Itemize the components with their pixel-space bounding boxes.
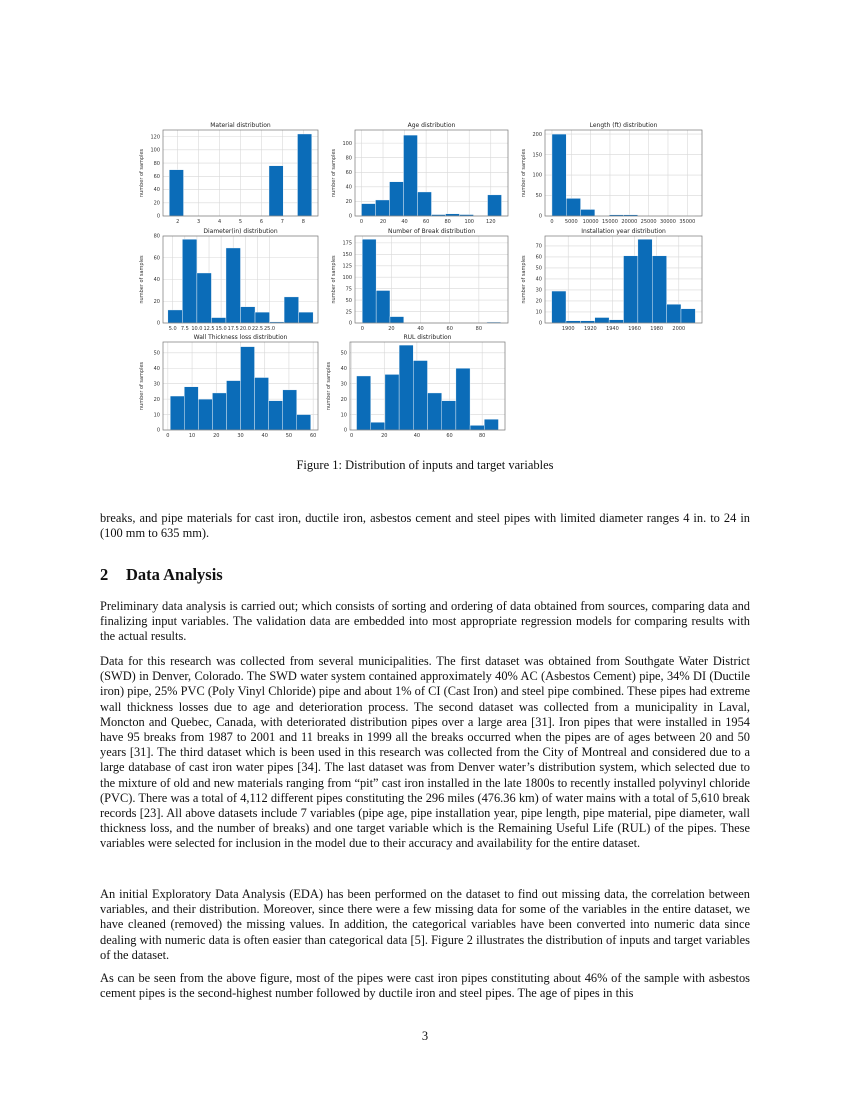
- chart-title: Material distribution: [210, 122, 271, 129]
- chart-title: Length (ft) distribution: [589, 122, 658, 129]
- y-tick-label: 60: [153, 174, 160, 181]
- histogram-bar: [375, 200, 389, 216]
- section-number: 2: [100, 565, 109, 584]
- y-axis-label: number of samples: [139, 361, 145, 411]
- y-axis-label: number of samples: [331, 255, 337, 304]
- section-title: Data Analysis: [126, 565, 223, 584]
- y-tick-label: 20: [153, 298, 160, 305]
- x-tick-label: 20: [388, 326, 395, 332]
- histogram-bar: [371, 422, 385, 430]
- x-tick-label: 60: [446, 433, 453, 439]
- x-tick-label: 6: [259, 219, 264, 225]
- y-tick-label: 40: [535, 276, 542, 283]
- figure-caption: Figure 1: Distribution of inputs and target variables: [296, 458, 554, 472]
- y-tick-label: 100: [342, 140, 352, 147]
- x-tick-label: 25000: [640, 219, 657, 225]
- x-tick-label: 4: [217, 219, 222, 225]
- histogram-bar: [417, 192, 431, 216]
- section-heading: [100, 565, 223, 585]
- x-tick-label: 40: [417, 326, 424, 332]
- histogram-bar: [442, 401, 456, 430]
- histogram-bar: [241, 307, 256, 323]
- chart-title: Wall Thickness loss distribution: [193, 334, 288, 341]
- x-tick-label: 0: [359, 219, 364, 225]
- histogram-bar: [403, 135, 417, 216]
- histogram-bar: [357, 376, 371, 430]
- histogram-bar: [170, 396, 184, 430]
- x-tick-label: 40: [413, 433, 421, 439]
- histogram-bar: [361, 204, 375, 216]
- y-tick-label: 20: [153, 396, 160, 403]
- x-tick-label: 100: [464, 219, 474, 225]
- y-axis-label: number of samples: [139, 148, 145, 198]
- x-tick-label: 1920: [583, 326, 597, 332]
- x-tick-label: 80: [478, 433, 486, 439]
- histogram-bar: [399, 345, 413, 430]
- y-tick-label: 100: [532, 172, 542, 179]
- x-tick-label: 5: [238, 219, 243, 225]
- x-tick-label: 0: [550, 219, 554, 225]
- chart-title: Installation year distribution: [581, 228, 666, 235]
- y-tick-label: 0: [348, 320, 352, 327]
- y-axis-label: number of samples: [139, 255, 145, 304]
- x-tick-label: 30: [237, 433, 244, 439]
- paragraph-eda: An initial Exploratory Data Analysis (EDA) has been performed on the dataset to find out missing data, the correlation between variables, and their distribution. Moreover, since there were a few missing data for some of the variables in the entire dataset, we have cleaned (removed) the missing values. In addition, the categorical variables have been converted into numeric data since dealing with numeric data is often easier than categorical data [5]. Figure 2 illustrates the distribution of inputs and target variables of the dataset.: [100, 887, 750, 962]
- histogram-bar: [197, 273, 212, 323]
- y-tick-label: 0: [538, 213, 542, 220]
- histogram-bar: [226, 381, 240, 430]
- y-tick-label: 0: [348, 213, 352, 220]
- x-tick-label: 1940: [606, 326, 619, 332]
- x-tick-label: 10: [188, 433, 196, 439]
- y-tick-label: 0: [156, 213, 160, 220]
- histogram-bar: [552, 134, 566, 216]
- y-axis-label: number of samples: [326, 361, 332, 411]
- figure-distributions: [0, 0, 850, 450]
- y-axis-label: number of samples: [521, 148, 527, 198]
- y-tick-label: 50: [340, 350, 347, 357]
- y-tick-label: 30: [340, 381, 347, 388]
- x-tick-label: 20: [213, 433, 220, 439]
- y-axis-label: number of samples: [521, 255, 527, 304]
- x-tick-label: 0: [350, 433, 354, 439]
- histogram-bar: [211, 318, 226, 323]
- page-number: 3: [421, 1029, 429, 1043]
- histogram-bar: [566, 198, 580, 216]
- x-tick-label: 15.0: [215, 326, 227, 332]
- x-tick-label: 60: [446, 326, 453, 332]
- x-tick-label: 10.0: [191, 326, 203, 332]
- x-tick-label: 0: [360, 326, 364, 332]
- histogram-bar: [667, 304, 681, 323]
- histogram-bar: [241, 347, 255, 430]
- histogram-bar: [299, 312, 314, 323]
- paragraph-preliminary: Preliminary data analysis is carried out; which consists of sorting and ordering of data obtained from sources, comparing data and finalizing input variables. The validation data are embedded into most appropriate regression models for comparing results with the actual results.: [100, 599, 750, 644]
- y-tick-label: 150: [532, 152, 542, 159]
- y-tick-label: 40: [153, 187, 160, 194]
- histogram-bar: [413, 361, 427, 430]
- y-tick-label: 10: [535, 309, 542, 316]
- x-tick-label: 80: [475, 326, 483, 332]
- y-tick-label: 0: [156, 320, 160, 327]
- histogram-bar: [169, 170, 183, 216]
- y-tick-label: 120: [150, 134, 160, 141]
- histogram-bar: [609, 320, 623, 323]
- y-tick-label: 75: [345, 286, 352, 293]
- x-tick-label: 12.5: [203, 326, 215, 332]
- x-tick-label: 5000: [564, 219, 578, 225]
- x-tick-label: 7.5: [180, 326, 189, 332]
- y-tick-label: 50: [153, 350, 160, 357]
- histogram-bar: [284, 297, 299, 323]
- x-tick-label: 50: [285, 433, 293, 439]
- y-tick-label: 0: [343, 427, 347, 434]
- x-tick-label: 10000: [582, 219, 599, 225]
- y-tick-label: 175: [342, 240, 352, 247]
- x-tick-label: 15000: [602, 219, 618, 225]
- paragraph-data-collection: Data for this research was collected from several municipalities. The first dataset was obtained from Southgate Water District (SWD) in Denver, Colorado. The SWD water system contained approximately 40% AC (Asbestos Cement) pipe, 34% DI (Ductile iron) pipe, 25% PVC (Poly Vinyl Chloride) pipe and about 1% of CI (Cast Iron) and steel pipe combined. These pipes had extreme wall thickness losses due to age and deterioration process. The second dataset was collected from a municipality in Laval, Moncton and Quebec, Canada, with deteriorated distribution pipes over a large area [31]. Iron pipes that were installed in 1954 have 95 breaks from 1987 to 2001 and 11 breaks in 1999 all the breaks occurred when the pipes are of ages between 20 and 50 years [31]. The third dataset which is been used in this research was collected from the City of Montreal and considered due to a large database of cast iron water pipes [34]. The last dataset was from Denver water’s distribution system, which selected due to the mixture of old and new materials ranging from “pit” cast iron installed in the late 1800s to recently installed polyvinyl chloride (PVC). There was a total of 4,112 different pipes constituting the 296 miles (476.36 km) of water mains with a total of 5,610 break records [23]. All above datasets include 7 variables (pipe age, pipe installation year, pipe length, pipe material, pipe diameter, wall thickness loss, and the number of breaks) and one target variable which is the Remaining Useful Life (RUL) of the pipes. These variables were selected for inclusion in the model due to their accuracy and availability for the entire dataset.: [100, 654, 750, 851]
- x-tick-label: 80: [444, 219, 451, 225]
- chart-title: RUL distribution: [403, 334, 452, 341]
- x-tick-label: 20.0: [239, 326, 251, 332]
- histogram-bar: [428, 393, 442, 430]
- histogram-bar: [168, 310, 183, 323]
- histogram-bar: [581, 209, 595, 216]
- y-tick-label: 80: [153, 233, 160, 240]
- y-tick-label: 80: [153, 160, 160, 167]
- histogram-bar: [484, 419, 498, 430]
- y-tick-label: 50: [345, 297, 352, 304]
- histogram-bar: [638, 239, 652, 323]
- y-tick-label: 100: [150, 147, 160, 154]
- x-tick-label: 7: [280, 219, 284, 225]
- histogram-bar: [269, 401, 283, 430]
- histogram-bar: [182, 239, 197, 323]
- x-tick-label: 1900: [561, 326, 575, 332]
- y-tick-label: 0: [538, 320, 542, 327]
- histogram-bar: [389, 182, 403, 216]
- histogram-bar: [362, 239, 376, 323]
- histogram-bar: [470, 425, 484, 430]
- y-tick-label: 40: [345, 184, 352, 191]
- y-tick-label: 30: [535, 287, 542, 294]
- y-tick-label: 20: [535, 298, 542, 305]
- histogram-bar: [681, 309, 695, 323]
- y-tick-label: 60: [535, 254, 542, 261]
- y-tick-label: 20: [340, 396, 347, 403]
- x-tick-label: 40: [401, 219, 408, 225]
- histogram-bar: [184, 387, 198, 430]
- y-tick-label: 10: [153, 412, 160, 419]
- histogram-bar: [226, 248, 241, 323]
- histogram-bar: [488, 195, 502, 216]
- x-tick-label: 2000: [672, 326, 686, 332]
- x-tick-label: 3: [197, 219, 201, 225]
- histogram-bar: [255, 378, 269, 430]
- y-tick-label: 40: [153, 277, 160, 284]
- y-tick-label: 25: [345, 309, 352, 316]
- y-tick-label: 20: [345, 199, 352, 206]
- y-tick-label: 125: [342, 263, 352, 270]
- histogram-bar: [297, 134, 311, 216]
- x-tick-label: 25.0: [263, 326, 276, 332]
- histogram-bar: [269, 166, 283, 216]
- y-axis-label: number of samples: [331, 148, 337, 198]
- histogram-bar: [212, 393, 226, 430]
- x-tick-label: 1960: [628, 326, 641, 332]
- paragraph-intro-continued: breaks, and pipe materials for cast iron, ductile iron, asbestos cement and steel pipes with limited diameter ranges 4 in. to 24 in (100 mm to 635 mm).: [100, 511, 750, 541]
- x-tick-label: 20: [379, 219, 387, 225]
- histogram-bar: [595, 317, 609, 323]
- y-tick-label: 80: [345, 155, 352, 162]
- x-tick-label: 22.5: [251, 326, 264, 332]
- histogram-bar: [385, 374, 399, 430]
- histogram-bar: [456, 368, 470, 430]
- histogram-bar: [390, 317, 404, 323]
- x-tick-label: 120: [485, 219, 496, 225]
- histogram-bar: [552, 291, 566, 323]
- y-tick-label: 200: [532, 131, 542, 138]
- y-tick-label: 150: [342, 252, 352, 259]
- x-tick-label: 8: [301, 219, 305, 225]
- y-tick-label: 60: [153, 255, 160, 262]
- histogram-bar: [255, 312, 270, 323]
- x-tick-label: 1980: [650, 326, 664, 332]
- y-tick-label: 0: [156, 427, 160, 434]
- y-tick-label: 30: [153, 381, 160, 388]
- x-tick-label: 20: [381, 433, 388, 439]
- chart-title: Diameter(in) distribution: [203, 228, 278, 235]
- x-tick-label: 20000: [621, 219, 638, 225]
- histogram-bar: [283, 390, 297, 430]
- x-tick-label: 2: [176, 219, 180, 225]
- histogram-bar: [376, 290, 390, 323]
- x-tick-label: 40: [261, 433, 268, 439]
- chart-title: Age distribution: [407, 122, 456, 129]
- histogram-bar: [198, 399, 212, 430]
- x-tick-label: 5.0: [168, 326, 177, 332]
- histogram-bar: [297, 415, 311, 430]
- histogram-bar: [624, 256, 638, 323]
- y-tick-label: 100: [342, 274, 352, 281]
- x-tick-label: 30000: [660, 219, 676, 225]
- paragraph-results: As can be seen from the above figure, most of the pipes were cast iron pipes constituting about 46% of the sample with asbestos cement pipes is the second-highest number followed by ductile iron and steel pipes. The age of pipes in this: [100, 971, 750, 1001]
- y-tick-label: 40: [340, 365, 347, 372]
- histogram-bar: [652, 256, 666, 323]
- x-tick-label: 35000: [679, 219, 696, 225]
- x-tick-label: 0: [166, 433, 170, 439]
- y-tick-label: 50: [535, 265, 542, 272]
- y-tick-label: 70: [535, 243, 542, 250]
- y-tick-label: 20: [153, 200, 160, 207]
- y-tick-label: 10: [340, 412, 347, 419]
- x-tick-label: 60: [422, 219, 430, 225]
- x-tick-label: 17.5: [227, 326, 239, 332]
- chart-title: Number of Break distribution: [387, 228, 476, 235]
- x-tick-label: 60: [309, 433, 317, 439]
- y-tick-label: 40: [153, 365, 160, 372]
- y-tick-label: 60: [345, 169, 352, 176]
- y-tick-label: 50: [535, 193, 542, 200]
